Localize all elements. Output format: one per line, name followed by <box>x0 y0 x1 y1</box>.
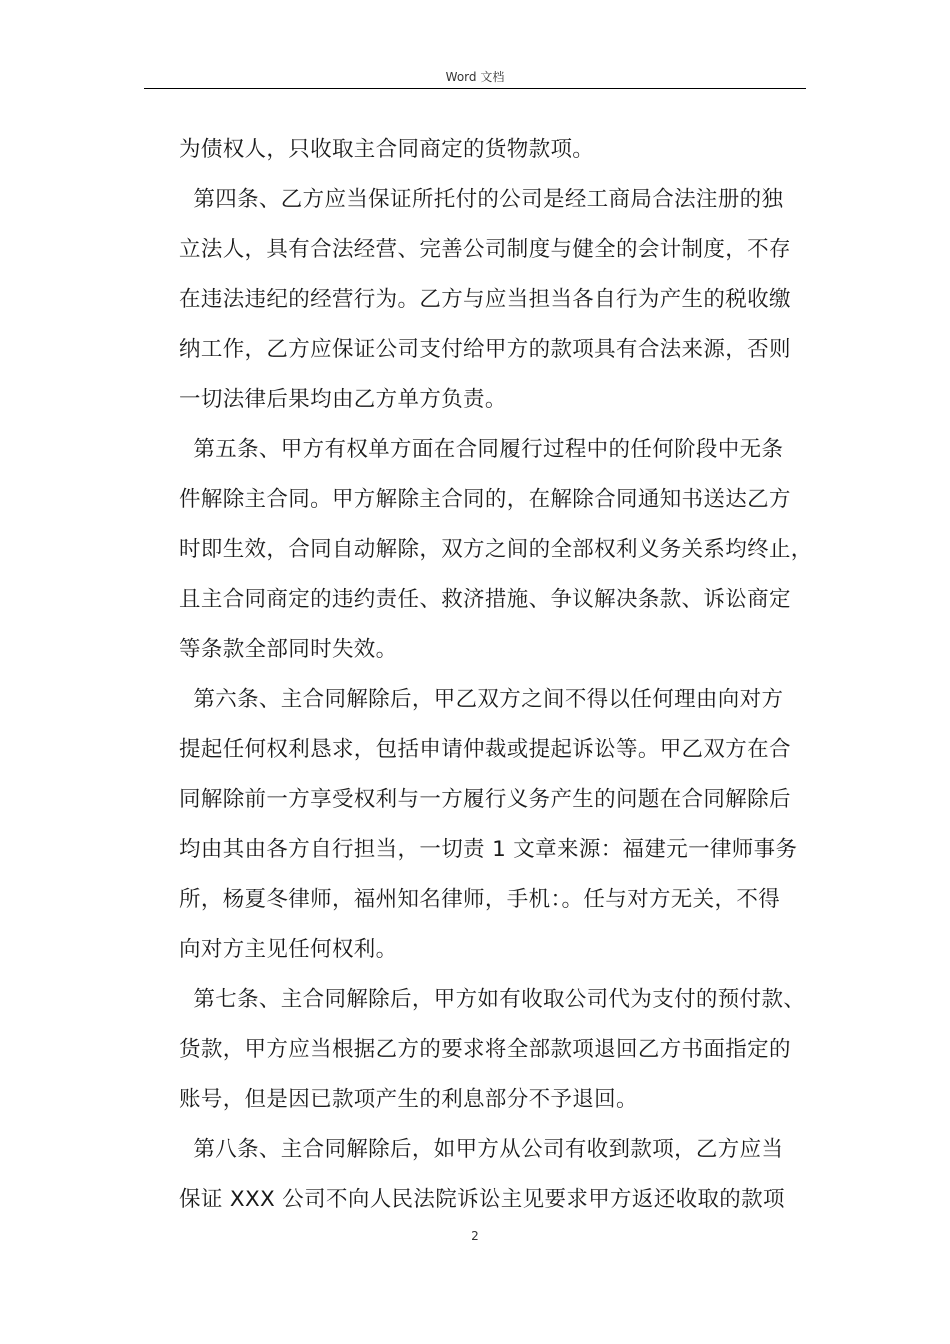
text-line: 为债权人，只收取主合同商定的货物款项。 <box>179 137 595 162</box>
text-line: 在违法违纪的经营行为。乙方与应当担当各自行为产生的税收缴 <box>179 287 791 312</box>
text-line: 立法人，具有合法经营、完善公司制度与健全的会计制度，不存 <box>179 237 791 262</box>
text-line: 一切法律后果均由乙方单方负责。 <box>179 387 507 412</box>
text-line: 时即生效，合同自动解除，双方之间的全部权利义务关系均终止， <box>179 537 813 562</box>
header-title: Word 文档 <box>445 70 505 84</box>
document-body <box>179 125 819 1225</box>
text-line: 且主合同商定的违约责任、救济措施、争议解决条款、诉讼商定 <box>179 587 791 612</box>
text-line: 账号，但是因已款项产生的利息部分不予退回。 <box>179 1087 638 1112</box>
text-line: 件解除主合同。甲方解除主合同的，在解除合同通知书送达乙方 <box>179 487 791 512</box>
text-line: 提起任何权利恳求，包括申请仲裁或提起诉讼等。甲乙双方在合 <box>179 737 791 762</box>
page-number: 2 <box>471 1229 479 1243</box>
text-line: 第四条、乙方应当保证所托付的公司是经工商局合法注册的独 <box>179 187 784 212</box>
text-line: 均由其由各方自行担当，一切责 1 文章来源：福建元一律师事务 <box>179 837 798 862</box>
text-line: 第五条、甲方有权单方面在合同履行过程中的任何阶段中无条 <box>179 437 784 462</box>
text-line: 向对方主见任何权利。 <box>179 937 398 962</box>
page-header <box>144 66 806 89</box>
text-line: 同解除前一方享受权利与一方履行义务产生的问题在合同解除后 <box>179 787 791 812</box>
text-line: 货款，甲方应当根据乙方的要求将全部款项退回乙方书面指定的 <box>179 1037 791 1062</box>
text-line: 第六条、主合同解除后，甲乙双方之间不得以任何理由向对方 <box>179 687 784 712</box>
text-line: 纳工作，乙方应保证公司支付给甲方的款项具有合法来源，否则 <box>179 337 791 362</box>
text-line: 第七条、主合同解除后，甲方如有收取公司代为支付的预付款、 <box>179 987 806 1012</box>
text-line: 所，杨夏冬律师，福州知名律师，手机：。任与对方无关，不得 <box>179 887 781 912</box>
text-line: 等条款全部同时失效。 <box>179 637 398 662</box>
text-line: 第八条、主合同解除后，如甲方从公司有收到款项，乙方应当 <box>179 1137 784 1162</box>
text-line: 保证 XXX 公司不向人民法院诉讼主见要求甲方返还收取的款项 <box>179 1187 785 1212</box>
